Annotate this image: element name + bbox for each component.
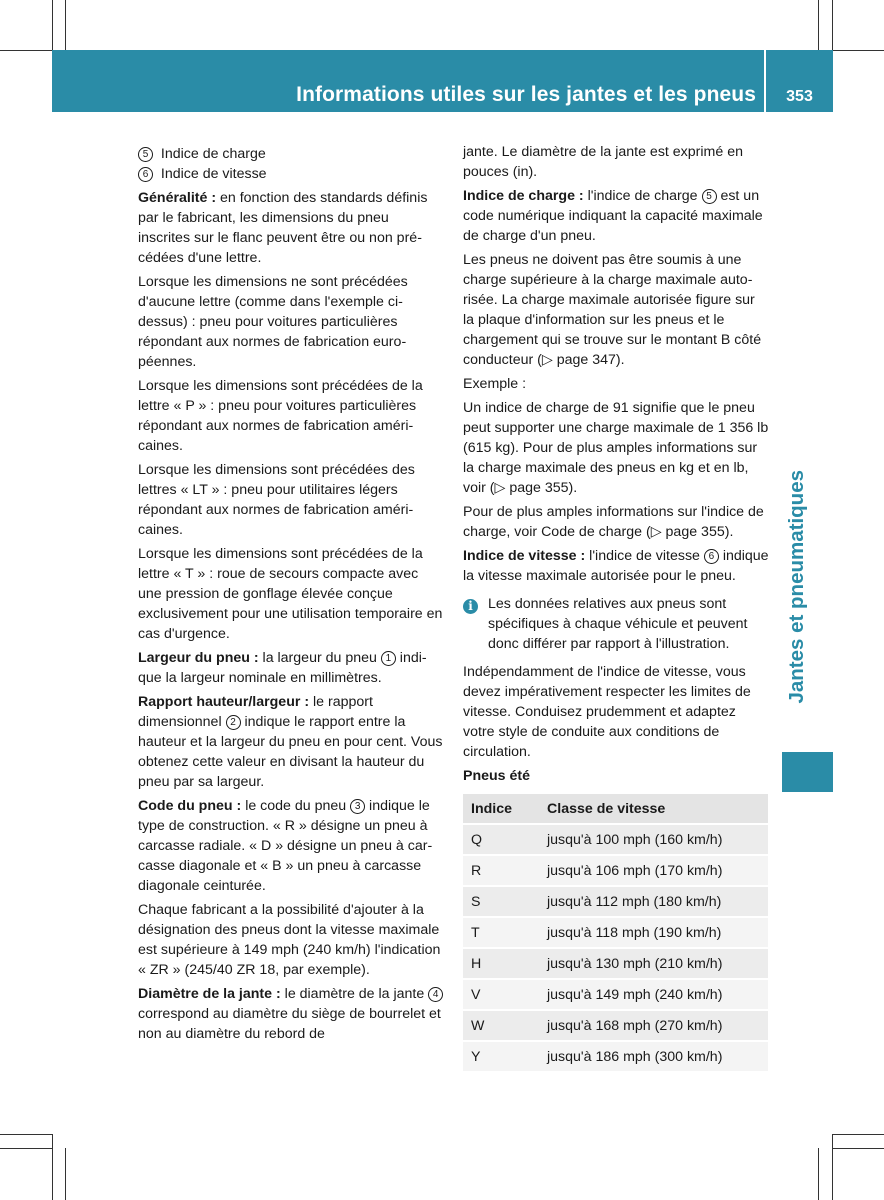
list-item: 6 Indice de vitesse bbox=[138, 164, 444, 184]
number-badge: 1 bbox=[381, 651, 396, 666]
number-badge: 2 bbox=[226, 715, 241, 730]
number-badge: 3 bbox=[350, 799, 365, 814]
table-row: S jusqu'à 112 mph (180 km/h) bbox=[463, 886, 768, 917]
table-row: R jusqu'à 106 mph (170 km/h) bbox=[463, 855, 768, 886]
table-header: Classe de vitesse bbox=[539, 794, 768, 824]
number-badge: 6 bbox=[704, 549, 719, 564]
crop-mark bbox=[832, 1134, 884, 1135]
paragraph: Indice de charge : l'indice de charge 5 est un code numérique indiquant la capacité maximale de charge d'un pneu. bbox=[463, 188, 763, 244]
crop-mark bbox=[0, 50, 52, 51]
paragraph: Lorsque les dimensions sont précédées des lettres « LT » : pneu pour utilitaires légers répondant aux normes de fabrication américaines. bbox=[138, 462, 415, 538]
right-column bbox=[463, 142, 769, 1071]
header-bar bbox=[52, 50, 764, 112]
crop-mark bbox=[65, 0, 66, 50]
speed-index-table bbox=[463, 794, 768, 1071]
paragraph: Diamètre de la jante : le diamètre de la jante 4 correspond au diamètre du siège de bourrelet et non au diamètre du rebord de bbox=[138, 984, 444, 1044]
crop-mark bbox=[52, 1134, 53, 1200]
info-note bbox=[463, 594, 769, 654]
page-number: 353 bbox=[786, 88, 813, 105]
paragraph: Largeur du pneu : la largeur du pneu 1 indique la largeur nominale en millimètres. bbox=[138, 650, 427, 686]
table-header-row bbox=[463, 794, 768, 824]
side-tab bbox=[776, 470, 818, 760]
crop-mark bbox=[818, 1148, 819, 1200]
paragraph: Lorsque les dimensions ne sont précédées d'aucune lettre (comme dans l'exemple cidessus) : pneu pour voitures particulières répondant aux normes de fabrication européennes. bbox=[138, 274, 408, 370]
number-badge: 4 bbox=[428, 987, 443, 1002]
crop-mark bbox=[65, 1148, 66, 1200]
paragraph: Généralité : en fonction des standards définis par le fabricant, les dimensions du pneu inscrites sur le flanc peuvent être ou non précédées d'une lettre. bbox=[138, 190, 428, 266]
page-number-box bbox=[766, 50, 833, 112]
side-tab-label: Jantes et pneumatiques bbox=[785, 470, 808, 704]
table-row: Q jusqu'à 100 mph (160 km/h) bbox=[463, 824, 768, 855]
number-badge: 6 bbox=[138, 167, 153, 182]
crop-mark bbox=[833, 50, 884, 51]
paragraph: Pour de plus amples informations sur l'indice de charge, voir Code de charge (▷ page 355). bbox=[463, 504, 764, 540]
info-note-text: Les données relatives aux pneus sont spécifiques à chaque véhicule et peuvent donc différer par rapport à l'illustration. bbox=[488, 596, 748, 652]
list-item: 5 Indice de charge bbox=[138, 144, 444, 164]
paragraph: Exemple : bbox=[463, 376, 527, 392]
side-tab-marker bbox=[782, 752, 833, 792]
left-column bbox=[138, 144, 444, 1048]
table-row: H jusqu'à 130 mph (210 km/h) bbox=[463, 948, 768, 979]
paragraph: Indice de vitesse : l'indice de vitesse 6 indique la vitesse maximale autorisée pour le pneu. bbox=[463, 548, 769, 584]
paragraph: Lorsque les dimensions sont précédées de la lettre « T » : roue de secours compacte avec une pression de gonflage élevée conçue exclusivement pour une utilisation temporaire en cas d'urgence. bbox=[138, 546, 443, 642]
table-caption: Pneus été bbox=[463, 768, 531, 784]
paragraph: Les pneus ne doivent pas être soumis à une charge supérieure à la charge maximale autorisée. La charge maximale autorisée figure sur la plaque d'information sur les pneus et le chargement qui se trouve sur le montant B côté conducteur (▷ page 347). bbox=[463, 252, 762, 368]
number-badge: 5 bbox=[702, 189, 717, 204]
paragraph: jante. Le diamètre de la jante est exprimé en pouces (in). bbox=[463, 144, 743, 180]
crop-mark bbox=[818, 0, 819, 50]
page-title: Informations utiles sur les jantes et les pneus bbox=[296, 83, 756, 106]
table-header: Indice bbox=[463, 794, 539, 824]
paragraph: Rapport hauteur/largeur : le rapport dimensionnel 2 indique le rapport entre la hauteur et la largeur du pneu en pour cent. Vous obtenez cette valeur en divisant la hauteur du pneu par sa largeur. bbox=[138, 694, 443, 790]
crop-mark bbox=[52, 0, 53, 50]
crop-mark bbox=[832, 1134, 833, 1200]
paragraph: Un indice de charge de 91 signifie que le pneu peut supporter une charge maximale de 1 356 lb (615 kg). Pour de plus amples informations sur la charge maximale des pneus en kg et en lb, voir (▷ page 355). bbox=[463, 400, 769, 496]
table-row: Y jusqu'à 186 mph (300 km/h) bbox=[463, 1041, 768, 1071]
table-row: V jusqu'à 149 mph (240 km/h) bbox=[463, 979, 768, 1010]
paragraph: Indépendamment de l'indice de vitesse, vous devez impérativement respecter les limites de vitesse. Conduisez prudemment et adaptez votre style de conduite aux conditions de circulation. bbox=[463, 664, 751, 760]
table-row: T jusqu'à 118 mph (190 km/h) bbox=[463, 917, 768, 948]
table-row: W jusqu'à 168 mph (270 km/h) bbox=[463, 1010, 768, 1041]
crop-mark bbox=[832, 0, 833, 50]
crop-mark bbox=[0, 1148, 52, 1149]
crop-mark bbox=[833, 1148, 884, 1149]
paragraph: Code du pneu : le code du pneu 3 indique le type de construction. « R » désigne un pneu à carcasse radiale. « D » désigne un pneu à carcasse diagonale et « B » un pneu à carcasse diagonale ceinturée. bbox=[138, 798, 433, 894]
number-badge: 5 bbox=[138, 147, 153, 162]
crop-mark bbox=[0, 1134, 52, 1135]
info-icon: i bbox=[463, 599, 478, 614]
paragraph: Lorsque les dimensions sont précédées de la lettre « P » : pneu pour voitures particulières répondant aux normes de fabrication américaines. bbox=[138, 378, 423, 454]
paragraph: Chaque fabricant a la possibilité d'ajouter à la désignation des pneus dont la vitesse maximale est supérieure à 149 mph (240 km/h) l'indication « ZR » (245/40 ZR 18, par exemple). bbox=[138, 902, 441, 978]
